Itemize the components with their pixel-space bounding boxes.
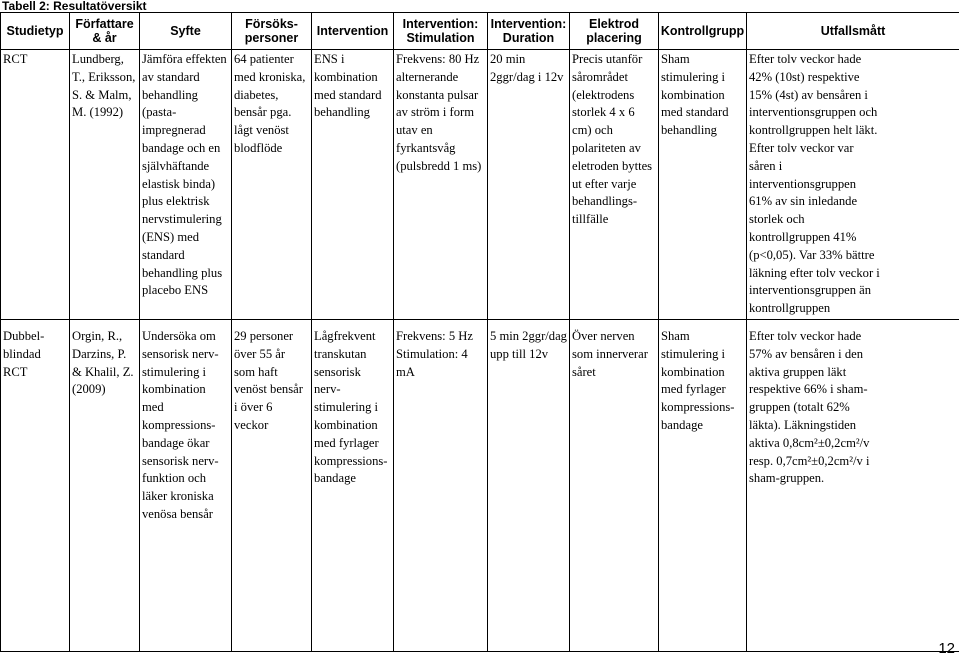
- page-number: 12: [938, 640, 955, 657]
- header-elektrod: Elektrod placering: [570, 13, 659, 50]
- header-kontrollgrupp: Kontrollgrupp: [659, 13, 747, 50]
- cell-kontrollgrupp: Sham stimulering i kombination med standard behandling: [659, 50, 747, 320]
- header-duration: Intervention: Duration: [488, 13, 570, 50]
- cell-forsokspersoner: 29 personer över 55 år som haft venöst bensår i över 6 veckor: [232, 320, 312, 652]
- header-forfattare: Författare & år: [70, 13, 140, 50]
- cell-intervention: Lågfrekvent transkutan sensorisk nerv- stimulering i kombination med fyrlager kompressions- bandage: [312, 320, 394, 652]
- table-row: [1, 320, 959, 652]
- cell-utfallsmatt: Efter tolv veckor hade 57% av bensåren i den aktiva gruppen läkt respektive 66% i sham- gruppen (totalt 62% läkta). Läkningstiden aktiva 0,8cm²±0,2cm²/v resp. 0,7cm²±0,2cm²/v i sham-gruppen.: [747, 320, 959, 652]
- header-intervention: Intervention: [312, 13, 394, 50]
- header-studietyp: Studietyp: [1, 13, 70, 50]
- cell-syfte: Jämföra effekten av standard behandling (pasta- impregnerad bandage och en självhäftande elastisk binda) plus elektrisk nervstimulering (ENS) med standard behandling plus placebo ENS: [140, 50, 232, 320]
- header-row: [1, 13, 959, 50]
- table-caption: Tabell 2: Resultatöversikt: [2, 0, 147, 13]
- cell-studietyp: Dubbel- blindad RCT: [1, 320, 70, 652]
- cell-stimulation: Frekvens: 5 Hz Stimulation: 4 mA: [394, 320, 488, 652]
- cell-studietyp: RCT: [1, 50, 70, 320]
- cell-utfallsmatt: Efter tolv veckor hade 42% (10st) respektive 15% (4st) av bensåren i interventionsgruppen och kontrollgruppen helt läkt. Efter tolv veckor var såren i interventionsgruppen 61% av sin inledande storlek och kontrollgruppen 41% (p<0,05). Var 33% bättre läkning efter tolv veckor i interventionsgruppen än kontrollgruppen: [747, 50, 959, 320]
- cell-duration: 20 min 2ggr/dag i 12v: [488, 50, 570, 320]
- cell-syfte: Undersöka om sensorisk nerv- stimulering i kombination med kompressions- bandage ökar sensorisk nerv- funktion och läker kroniska venösa bensår: [140, 320, 232, 652]
- header-syfte: Syfte: [140, 13, 232, 50]
- results-table: [0, 12, 959, 652]
- cell-intervention: ENS i kombination med standard behandling: [312, 50, 394, 320]
- cell-forsokspersoner: 64 patienter med kroniska, diabetes, bensår pga. lågt venöst blodflöde: [232, 50, 312, 320]
- table-row: [1, 50, 959, 320]
- cell-kontrollgrupp: Sham stimulering i kombination med fyrlager kompressions- bandage: [659, 320, 747, 652]
- header-forsokspersoner: Försöks- personer: [232, 13, 312, 50]
- cell-elektrod: Precis utanför sårområdet (elektrodens storlek 4 x 6 cm) och polariteten av eletroden byttes ut efter varje behandlings- tillfälle: [570, 50, 659, 320]
- header-stimulation: Intervention: Stimulation: [394, 13, 488, 50]
- cell-stimulation: Frekvens: 80 Hz alternerande konstanta pulsar av ström i form utav en fyrkantsvåg (pulsbredd 1 ms): [394, 50, 488, 320]
- header-utfallsmatt: Utfallsmått: [747, 13, 959, 50]
- cell-forfattare: Orgin, R., Darzins, P. & Khalil, Z. (2009): [70, 320, 140, 652]
- cell-forfattare: Lundberg, T., Eriksson, S. & Malm, M. (1992): [70, 50, 140, 320]
- cell-duration: 5 min 2ggr/dag upp till 12v: [488, 320, 570, 652]
- cell-elektrod: Över nerven som innerverar såret: [570, 320, 659, 652]
